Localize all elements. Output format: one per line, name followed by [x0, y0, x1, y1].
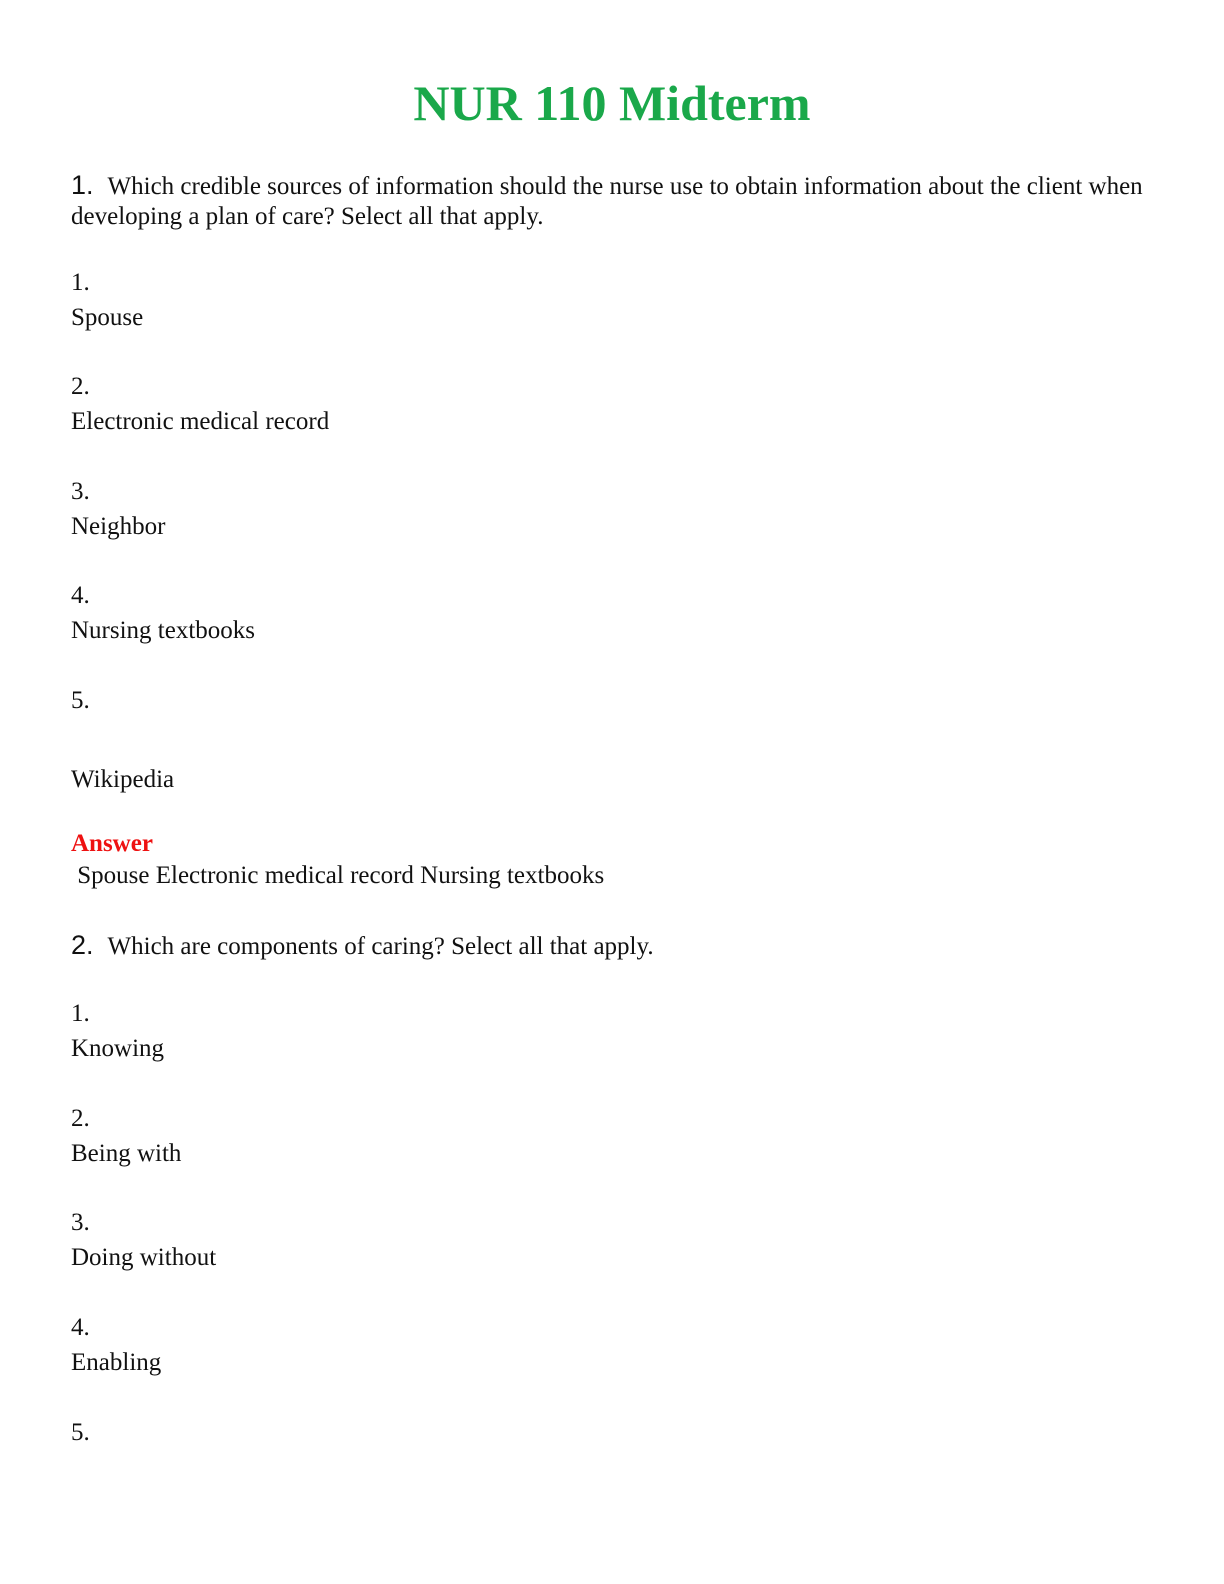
question-2: [71, 930, 1161, 962]
q2-option-5-number: 5.: [71, 1419, 90, 1446]
q2-option-1-label: Knowing: [71, 1035, 165, 1062]
q1-option-2-label: Electronic medical record: [71, 408, 330, 435]
q1-option-5-label: Wikipedia: [71, 766, 175, 793]
q1-answer-label: Answer: [71, 830, 153, 857]
question-2-number: 2.: [71, 930, 94, 960]
page-title: NUR 110 Midterm: [413, 75, 811, 131]
q2-option-3-number: 3.: [71, 1209, 90, 1236]
q1-option-1-number: 1.: [71, 269, 90, 296]
q2-option-3-label: Doing without: [71, 1244, 217, 1271]
question-1-number: 1.: [71, 170, 94, 200]
q2-option-2-label: Being with: [71, 1140, 182, 1167]
question-1-text: Which credible sources of information should the nurse use to obtain information about the client when developing a plan of care? Select all that apply.: [71, 173, 1143, 230]
q1-option-4-label: Nursing textbooks: [71, 617, 256, 644]
q1-option-2-number: 2.: [71, 373, 90, 400]
q2-option-4-number: 4.: [71, 1314, 90, 1341]
q1-option-3-number: 3.: [71, 478, 90, 505]
q1-option-3-label: Neighbor: [71, 513, 166, 540]
q1-option-4-number: 4.: [71, 582, 90, 609]
q2-option-2-number: 2.: [71, 1105, 90, 1132]
q1-answer-text: Spouse Electronic medical record Nursing textbooks: [71, 862, 605, 889]
question-1: [71, 170, 1161, 232]
q1-option-5-number: 5.: [71, 687, 90, 714]
question-2-text: Which are components of caring? Select all that apply.: [107, 933, 654, 960]
q2-option-1-number: 1.: [71, 1000, 90, 1027]
q2-option-4-label: Enabling: [71, 1349, 162, 1376]
q1-option-1-label: Spouse: [71, 304, 144, 331]
